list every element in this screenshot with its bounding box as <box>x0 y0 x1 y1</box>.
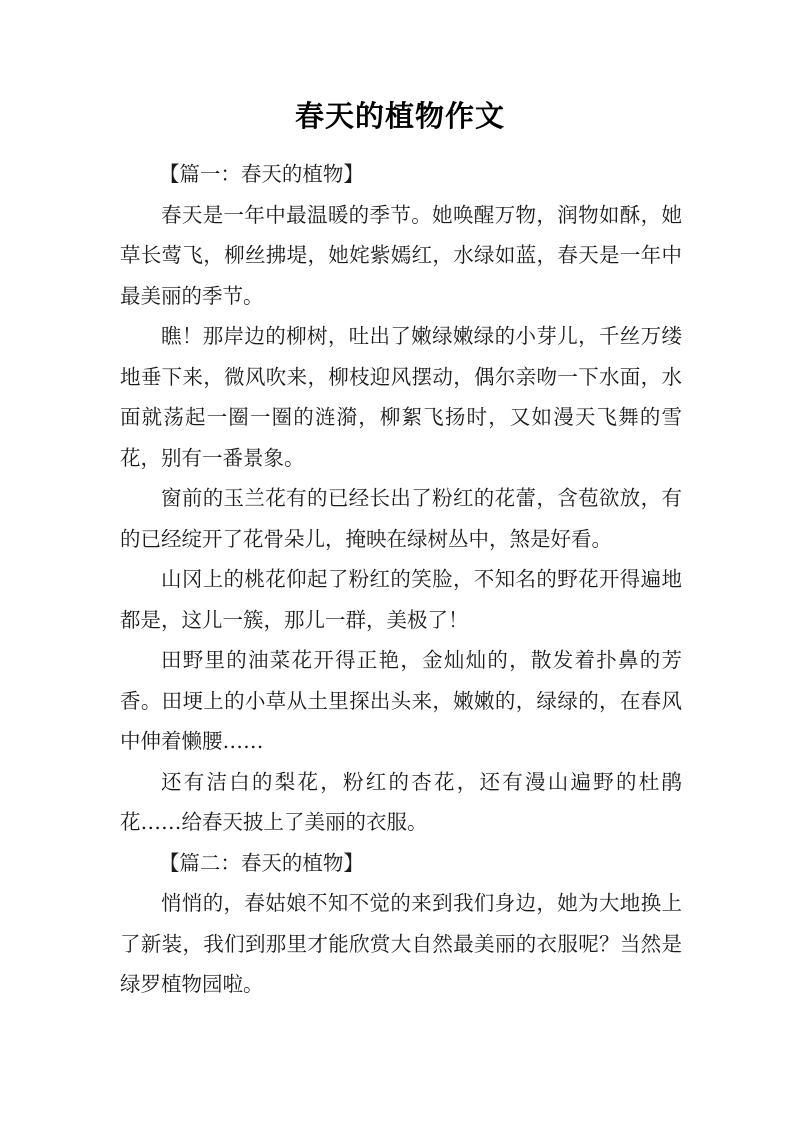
paragraph-6: 还有洁白的梨花，粉红的杏花，还有漫山遍野的杜鹃花……给春天披上了美丽的衣服。 <box>120 769 682 834</box>
paragraph-4: 山冈上的桃花仰起了粉红的笑脸，不知名的野花开得遍地都是，这儿一簇，那儿一群，美极了！ <box>120 567 682 632</box>
paragraph-2: 瞧！那岸边的柳树，吐出了嫩绿嫩绿的小芽儿，千丝万缕地垂下来，微风吹来，柳枝迎风摆动，偶尔亲吻一下水面，水面就荡起一圈一圈的涟漪，柳絮飞扬时，又如漫天飞舞的雪花，别有一番景象。 <box>120 324 682 470</box>
section-heading-1: 【篇一：春天的植物】 <box>158 162 364 186</box>
paragraph-7: 悄悄的，春姑娘不知不觉的来到我们身边，她为大地换上了新装，我们到那里才能欣赏大自然最美丽的衣服呢？当然是绿罗植物园啦。 <box>120 891 682 996</box>
document-title: 春天的植物作文 <box>294 99 505 133</box>
paragraph-1: 春天是一年中最温暖的季节。她唤醒万物，润物如酥，她草长莺飞，柳丝拂堤，她姹紫嫣红，水绿如蓝，春天是一年中最美丽的季节。 <box>120 202 682 308</box>
document-body <box>120 154 682 1005</box>
paragraph-5: 田野里的油菜花开得正艳，金灿灿的，散发着扑鼻的芳香。田埂上的小草从土里探出头来，嫩嫩的，绿绿的，在春风中伸着懒腰…… <box>120 648 682 753</box>
section-heading-2: 【篇二：春天的植物】 <box>158 850 364 875</box>
paragraph-3: 窗前的玉兰花有的已经长出了粉红的花蕾，含苞欲放，有的已经绽开了花骨朵儿，掩映在绿树丛中，煞是好看。 <box>120 486 682 551</box>
